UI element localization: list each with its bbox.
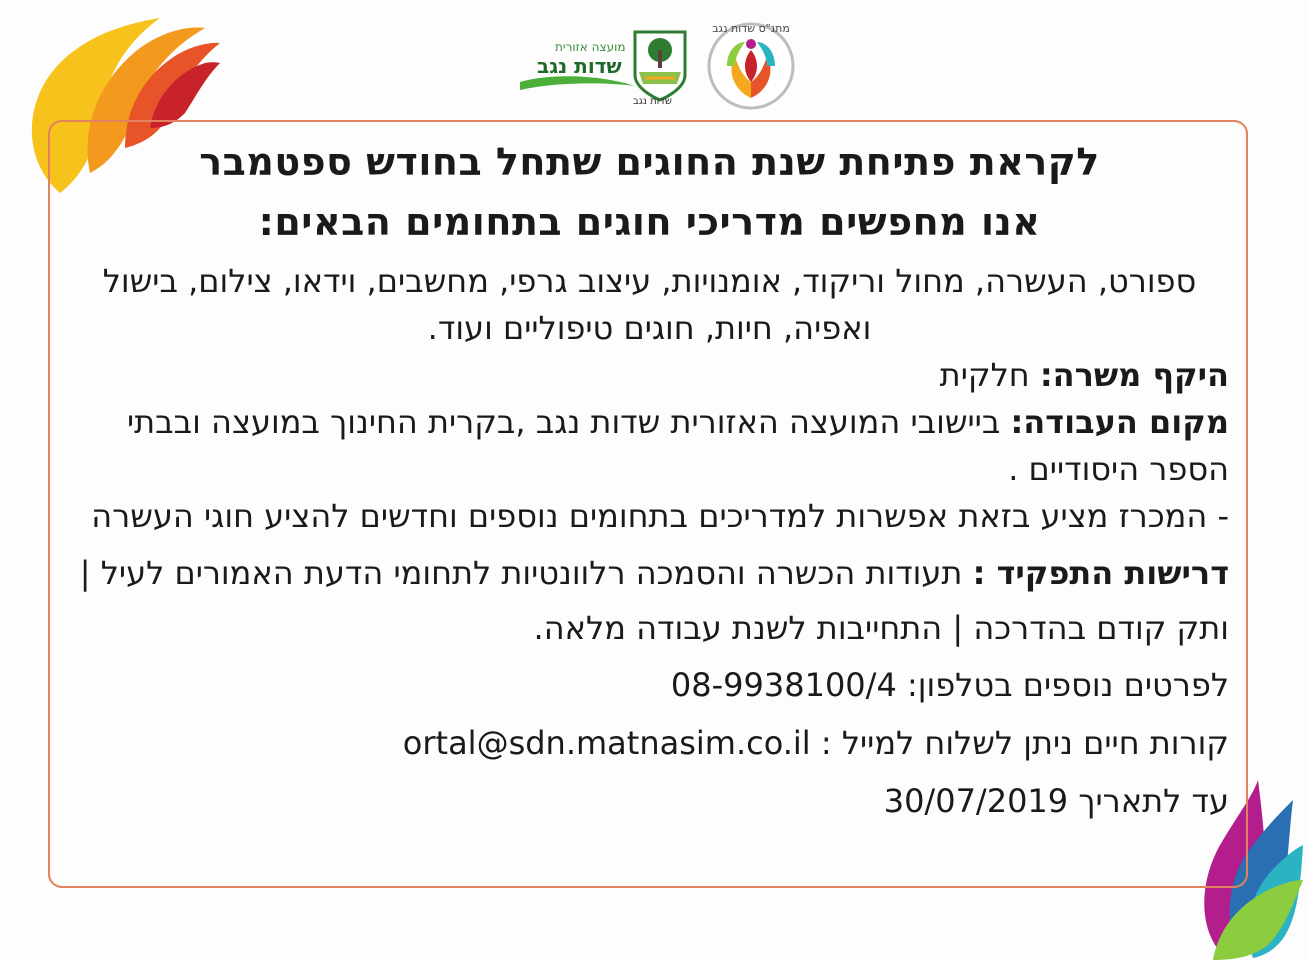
header-logos (515, 20, 805, 112)
contact-email: קורות חיים ניתן לשלוח למייל : ortal@sdn.matnasim.co.il (402, 724, 1229, 762)
headline-line-2: אנו מחפשים מדריכי חוגים בתחומים הבאים: (258, 200, 1041, 244)
job-scope-label: היקף משרה: (1039, 356, 1229, 394)
community-center-name: מתנ"ס שדות נגב (712, 22, 790, 35)
workplace-value: ביישובי המועצה האזורית שדות נגב ,בקרית החינוך במועצה ובבתי הספר היסודיים . (126, 403, 1229, 488)
announcement-body (70, 132, 1229, 830)
application-deadline: עד לתאריך 30/07/2019 (883, 782, 1229, 820)
requirements-value: תעודות הכשרה והסמכה רלוונטיות לתחומי הדעת האמורים לעיל | ותק קודם בהדרכה | התחייבות לשנת עבודה מלאה. (79, 554, 1229, 647)
council-title-main: שדות נגב (537, 54, 622, 78)
job-scope (70, 352, 1229, 399)
workplace-label: מקום העבודה: (1010, 403, 1229, 441)
fields-list: ספורט, העשרה, מחול וריקוד, אומנויות, עיצוב גרפי, מחשבים, וידאו, צילום, בישול ואפיה, חיות, חוגים טיפוליים ועוד. (102, 262, 1197, 347)
council-logo (515, 20, 695, 112)
requirements-label: דרישות התפקיד : (972, 554, 1229, 592)
council-emblem-caption: שדות נגב (633, 96, 672, 107)
community-center-logo (705, 20, 797, 112)
offer-note: - המכרז מציע בזאת אפשרות למדריכים בתחומים נוספים וחדשים להציע חוגי העשרה (91, 497, 1229, 535)
job-requirements (70, 546, 1229, 656)
council-title-small: מועצה אזורית (555, 40, 626, 54)
workplace (70, 399, 1229, 493)
job-scope-value: חלקית (939, 356, 1030, 394)
contact-phone: לפרטים נוספים בטלפון: 08-9938100/4 (670, 666, 1229, 704)
headline-line-1: לקראת פתיחת שנת החוגים שתחל בחודש ספטמבר (199, 140, 1100, 184)
